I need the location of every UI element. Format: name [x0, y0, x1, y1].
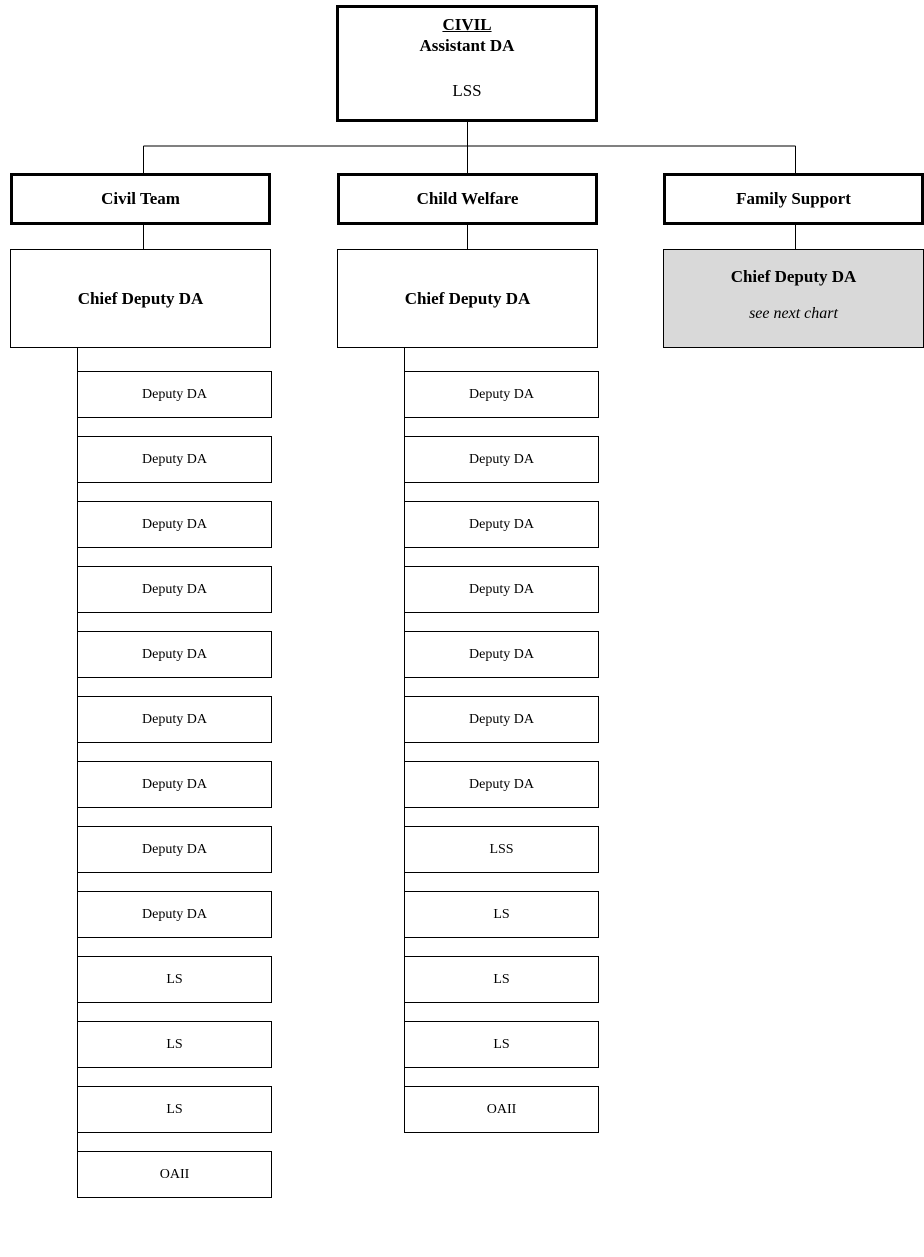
- child-welfare-staff-box: OAII: [404, 1086, 599, 1133]
- child-welfare-staff-box: LS: [404, 891, 599, 938]
- civil-team-staff-box: Deputy DA: [77, 891, 272, 938]
- root-staff: LSS: [452, 81, 482, 100]
- see-next-chart-note: see next chart: [749, 305, 838, 322]
- civil-team-staff-box: LS: [77, 956, 272, 1003]
- civil-team-staff-box: Deputy DA: [77, 696, 272, 743]
- chief-deputy-civil-team: Chief Deputy DA: [10, 249, 271, 348]
- chief-deputy-family-support: [663, 249, 924, 348]
- civil-team-staff-box: Deputy DA: [77, 436, 272, 483]
- child-welfare-staff-box: LS: [404, 1021, 599, 1068]
- civil-team-staff-box: LS: [77, 1021, 272, 1068]
- chief-deputy-label: Chief Deputy DA: [730, 267, 857, 286]
- root-title: CIVIL: [442, 15, 492, 34]
- chief-deputy-child-welfare: Chief Deputy DA: [337, 249, 598, 348]
- team-head-civil-team: Civil Team: [10, 173, 271, 225]
- team-head-family-support: Family Support: [663, 173, 924, 225]
- civil-team-staff-box: Deputy DA: [77, 631, 272, 678]
- root-role: Assistant DA: [419, 36, 515, 55]
- civil-team-staff-box: Deputy DA: [77, 761, 272, 808]
- civil-team-staff-box: LS: [77, 1086, 272, 1133]
- civil-team-staff-box: Deputy DA: [77, 371, 272, 418]
- child-welfare-staff-box: Deputy DA: [404, 696, 599, 743]
- root-node-civil: [336, 5, 598, 122]
- civil-team-staff-box: Deputy DA: [77, 566, 272, 613]
- team-head-child-welfare: Child Welfare: [337, 173, 598, 225]
- child-welfare-staff-box: Deputy DA: [404, 631, 599, 678]
- child-welfare-staff-box: Deputy DA: [404, 371, 599, 418]
- child-welfare-staff-box: Deputy DA: [404, 761, 599, 808]
- child-welfare-staff-box: Deputy DA: [404, 566, 599, 613]
- child-welfare-staff-box: LS: [404, 956, 599, 1003]
- civil-team-staff-box: OAII: [77, 1151, 272, 1198]
- civil-team-staff-box: Deputy DA: [77, 501, 272, 548]
- child-welfare-staff-box: Deputy DA: [404, 501, 599, 548]
- civil-team-staff-box: Deputy DA: [77, 826, 272, 873]
- child-welfare-staff-box: Deputy DA: [404, 436, 599, 483]
- child-welfare-staff-box: LSS: [404, 826, 599, 873]
